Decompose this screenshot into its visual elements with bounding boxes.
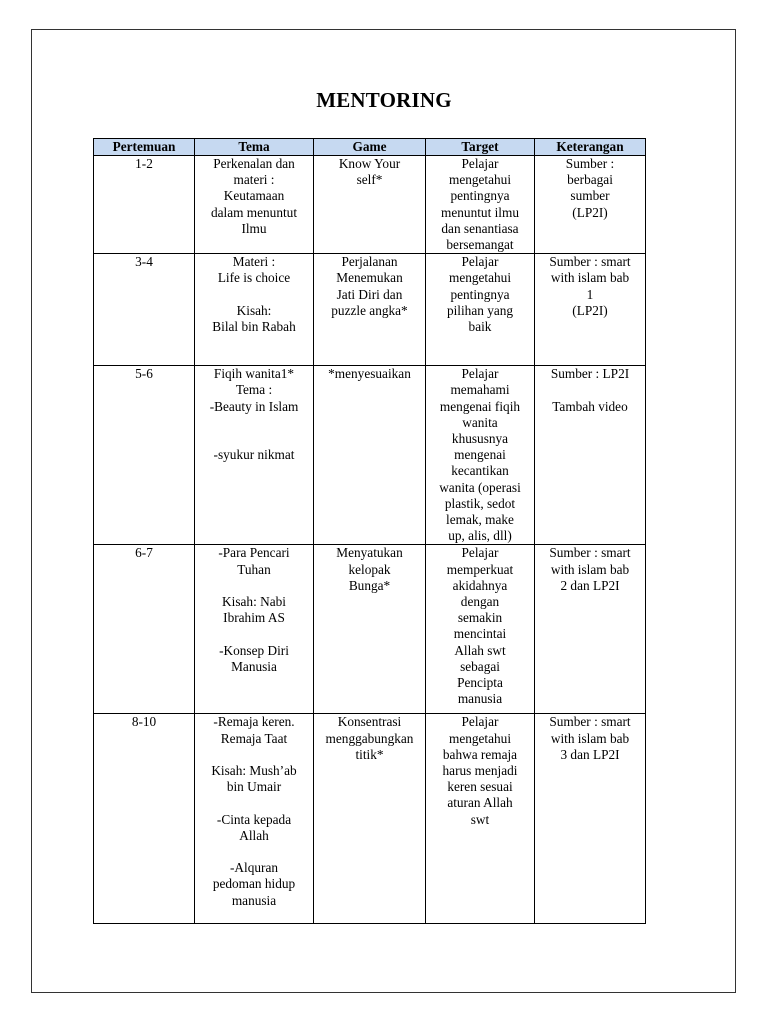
cell-text-line: swt [470,811,490,827]
cell-text-line: harus menjadi [442,763,518,779]
cell-pertemuan [94,714,195,924]
cell-text-line: -Konsep Diri [219,642,289,658]
cell-tema [195,545,314,714]
cell-text-line: wanita [462,414,498,430]
cell-text-line: dengan [460,594,500,610]
cell-text: 6-7 [135,545,153,561]
cell-tema [195,254,314,366]
cell-target [426,156,535,254]
cell-text-line: menuntut ilmu [441,204,519,220]
cell-text-line: pentingnya [450,286,510,302]
cell-text-line: Know Your [338,156,401,171]
cell-text-line: up, alis, dll) [448,528,512,544]
cell-text-line: aturan Allah [447,795,513,811]
cell-text-line: -Para Pencari [218,545,290,561]
cell-target [426,714,535,924]
cell-text-line: Tuhan [237,561,271,577]
cell-text-line: wanita (operasi [439,479,521,495]
cell-text-line: puzzle angka* [331,302,408,318]
cell-text-line: Allah [239,827,269,843]
cell-text-line: pedoman hidup [212,876,296,892]
cell-text-line: with islam bab [550,270,630,286]
cell-text-line: mengetahui [448,270,512,286]
cell-text-line: Menemukan [336,270,403,286]
header-pertemuan: Pertemuan [94,139,195,156]
cell-text-line: -Beauty in Islam [209,398,299,414]
table-row [94,254,646,366]
cell-text-line [197,844,311,860]
cell-text-line: with islam bab [550,561,630,577]
cell-keterangan [535,156,646,254]
cell-pertemuan [94,254,195,366]
cell-text-line: akidahnya [452,577,508,593]
cell-text-line: semakin [457,610,503,626]
cell-text-line: Materi : [232,254,276,270]
cell-text-line: Sumber : [565,156,615,171]
cell-pertemuan [94,156,195,254]
cell-text-line: menggabungkan [325,730,414,746]
cell-text-line: Bunga* [348,577,391,593]
cell-text-line: Allah swt [454,642,506,658]
cell-pertemuan [94,545,195,714]
cell-game [314,156,426,254]
cell-text-line: -Remaja keren. [213,714,295,730]
cell-target [426,366,535,545]
cell-text-line: Konsentrasi [337,714,402,730]
cell-text-line: pentingnya [450,188,510,204]
cell-text: 1-2 [135,156,153,171]
cell-text-line: sumber [570,188,610,204]
cell-text-line: kecantikan [451,463,509,479]
cell-text-line: mencintai [453,626,507,642]
cell-keterangan [535,545,646,714]
cell-text-line: self* [356,172,383,188]
cell-text-line: Sumber : smart [549,545,631,561]
cell-game [314,714,426,924]
cell-text-line: with islam bab [550,730,630,746]
cell-text-line: mengenai [454,447,506,463]
cell-text-line: Keutamaan [223,188,285,204]
cell-game [314,254,426,366]
cell-text-line [197,287,311,303]
cell-text-line: Pelajar [461,254,499,270]
cell-text-line: Ilmu [241,220,267,236]
cell-text-line: 3 dan LP2I [560,746,620,762]
cell-text-line: -Cinta kepada [216,811,292,827]
cell-text-line: bahwa remaja [442,746,518,762]
cell-keterangan [535,366,646,545]
cell-text-line: Pelajar [461,545,499,561]
table-row [94,545,646,714]
cell-pertemuan [94,366,195,545]
cell-text-line: Bilal bin Rabah [212,319,296,335]
cell-text-line: (LP2I) [572,204,608,220]
cell-text-line: bin Umair [226,779,282,795]
cell-text-line: Tambah video [552,398,628,414]
cell-text-line: manusia [231,892,277,908]
cell-text-line: Ibrahim AS [223,610,285,626]
table-header-row [94,139,646,156]
cell-text-line [197,747,311,763]
cell-text-line: manusia [457,691,503,707]
cell-text-line: sebagai [460,658,500,674]
cell-text-line: memahami [450,382,510,398]
cell-text-line: Fiqih wanita1* [213,366,295,382]
cell-text-line: Menyatukan [336,545,403,561]
cell-keterangan [535,254,646,366]
cell-text-line: Sumber : smart [549,254,631,270]
table-body [94,156,646,924]
header-keterangan: Keterangan [535,139,646,156]
header-tema: Tema [195,139,314,156]
cell-keterangan [535,714,646,924]
header-game: Game [314,139,426,156]
cell-text-line: 2 dan LP2I [560,577,620,593]
header-target: Target [426,139,535,156]
cell-text-line: mengetahui [448,172,512,188]
cell-text-line [197,626,311,642]
cell-text-line: memperkuat [446,561,514,577]
cell-text: 3-4 [135,254,153,270]
cell-text-line: Kisah: Mush’ab [211,763,297,779]
cell-text-line: plastik, sedot [444,495,516,511]
cell-text-line: Sumber : LP2I [550,366,630,382]
table-row [94,714,646,924]
cell-text-line: (LP2I) [572,302,608,318]
cell-text-line [537,382,643,398]
cell-text-line: pilihan yang [446,302,514,318]
document-title: MENTORING [316,88,452,112]
cell-text-line [197,578,311,594]
cell-text-line: Pelajar [461,714,499,730]
cell-tema [195,714,314,924]
cell-text-line: dan senantiasa [441,220,519,236]
cell-text-line: Kisah: [236,302,272,318]
cell-text-line: -Alquran [230,860,278,876]
cell-target [426,254,535,366]
cell-text-line: kelopak [348,561,391,577]
cell-text-line: Remaja Taat [220,730,288,746]
cell-text-line: dalam menuntut [210,204,298,220]
cell-text-line: keren sesuai [447,779,513,795]
cell-text-line: Perkenalan dan [213,156,295,171]
cell-text-line [197,415,311,431]
cell-text-line: titik* [355,746,384,762]
cell-text-line: Tema : [235,382,273,398]
cell-text-line: Manusia [231,658,277,674]
cell-text-line: lemak, make [446,512,514,528]
cell-text-line: -syukur nikmat [213,447,295,463]
cell-text-line: Perjalanan [341,254,398,270]
cell-text: 8-10 [131,714,157,730]
mentoring-schedule-table [93,138,646,924]
cell-text-line: khususnya [451,431,509,447]
cell-text-line: Sumber : smart [549,714,631,730]
cell-text-line: mengenai fiqih [439,398,521,414]
cell-text-line: Pencipta [457,675,503,691]
cell-text-line [197,795,311,811]
cell-text-line [197,431,311,447]
cell-text-line: 1 [586,286,594,302]
cell-text: 5-6 [135,366,153,382]
cell-text-line: Pelajar [461,156,499,171]
cell-game [314,545,426,714]
cell-text-line: berbagai [567,172,613,188]
table-row [94,366,646,545]
cell-text-line: Pelajar [461,366,499,382]
cell-text-line: Jati Diri dan [336,286,403,302]
cell-tema [195,366,314,545]
cell-text-line: bersemangat [446,237,514,253]
cell-text-line: materi : [233,172,275,188]
cell-text-line: mengetahui [448,730,512,746]
cell-text-line: *menyesuaikan [328,366,411,382]
table-row [94,156,646,254]
cell-target [426,545,535,714]
cell-text-line: Kisah: Nabi [222,594,286,610]
cell-game [314,366,426,545]
cell-text-line: baik [468,319,492,335]
cell-text-line: Life is choice [217,270,291,286]
cell-tema [195,156,314,254]
